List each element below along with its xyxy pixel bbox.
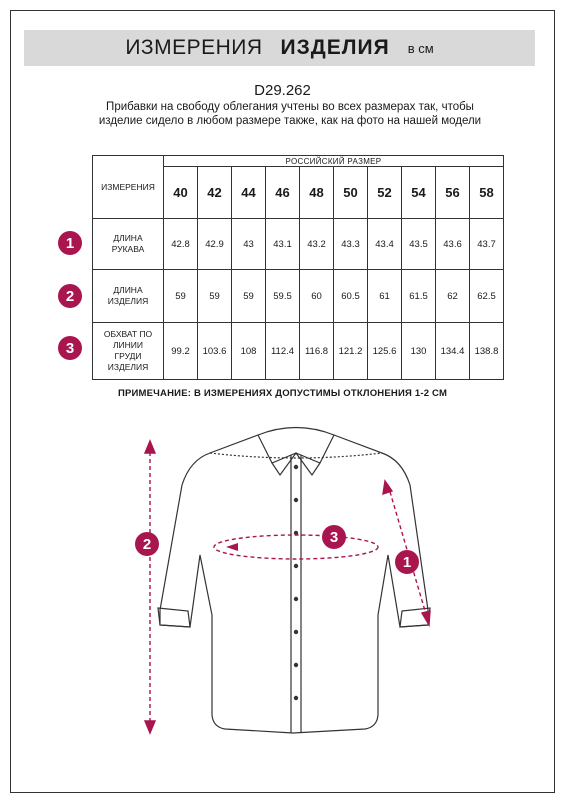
size-header: 42 (198, 167, 232, 219)
table-cell: 60 (300, 270, 334, 323)
russian-size-header: РОССИЙСКИЙ РАЗМЕР (164, 156, 504, 167)
row-badge-sleeve: 1 (58, 231, 82, 255)
fit-note: Прибавки на свободу облегания учтены во всех размерах так, чтобы изделие сидело в любом размере также, как на фото на нашей модели (98, 101, 482, 127)
row-label (93, 323, 164, 380)
row-label (93, 219, 164, 270)
table-cell: 43.2 (300, 219, 334, 270)
table-cell: 99.2 (164, 323, 198, 380)
header-title-bold: ИЗДЕЛИЯ (280, 36, 390, 59)
table-cell: 59.5 (266, 270, 300, 323)
table-cell: 59 (232, 270, 266, 323)
size-header: 48 (300, 167, 334, 219)
size-header: 56 (436, 167, 470, 219)
table-cell: 121.2 (334, 323, 368, 380)
table-cell: 61 (368, 270, 402, 323)
diagram-badge-chest: 3 (322, 525, 346, 549)
shirt-outline (158, 428, 430, 734)
diagram-badge-length: 2 (135, 532, 159, 556)
table-row (93, 323, 504, 380)
row-label (93, 270, 164, 323)
row-label-line: ДЛИНА (113, 285, 143, 295)
tolerance-note: ПРИМЕЧАНИЕ: В ИЗМЕРЕНИЯХ ДОПУСТИМЫ ОТКЛОНЕНИЯ 1-2 СМ (117, 388, 448, 399)
table-cell: 103.6 (198, 323, 232, 380)
size-header: 50 (334, 167, 368, 219)
table-cell: 116.8 (300, 323, 334, 380)
table-cell: 138.8 (470, 323, 504, 380)
product-code: D29.262 (254, 82, 311, 99)
table-cell: 42.9 (198, 219, 232, 270)
row-badge-chest: 3 (58, 336, 82, 360)
length-measure (145, 441, 155, 733)
size-header: 44 (232, 167, 266, 219)
header-title: ИЗМЕРЕНИЯ (125, 36, 263, 59)
table-cell: 112.4 (266, 323, 300, 380)
row-label-line: ИЗДЕЛИЯ (107, 362, 149, 372)
size-header: 54 (402, 167, 436, 219)
row-label-line: ГРУДИ (114, 351, 142, 361)
row-label-line: ЛИНИИ (112, 340, 144, 350)
size-header: 52 (368, 167, 402, 219)
measurements-header: ИЗМЕРЕНИЯ (93, 156, 164, 219)
header-bar (24, 30, 535, 66)
table-cell: 62.5 (470, 270, 504, 323)
diagram-badge-sleeve: 1 (395, 550, 419, 574)
row-label-line: РУКАВА (111, 244, 145, 254)
table-cell: 43.4 (368, 219, 402, 270)
table-cell: 43.6 (436, 219, 470, 270)
table-cell: 134.4 (436, 323, 470, 380)
row-badge-length: 2 (58, 284, 82, 308)
table-cell: 130 (402, 323, 436, 380)
table-cell: 59 (164, 270, 198, 323)
table-cell: 62 (436, 270, 470, 323)
size-table (92, 155, 504, 380)
table-cell: 42.8 (164, 219, 198, 270)
table-cell: 43.5 (402, 219, 436, 270)
table-cell: 43.1 (266, 219, 300, 270)
shirt-diagram (0, 415, 565, 795)
table-cell: 108 (232, 323, 266, 380)
table-cell: 43 (232, 219, 266, 270)
shirt-buttons (294, 465, 298, 700)
table-cell: 59 (198, 270, 232, 323)
table-cell: 60.5 (334, 270, 368, 323)
table-cell: 43.7 (470, 219, 504, 270)
size-header: 58 (470, 167, 504, 219)
table-cell: 125.6 (368, 323, 402, 380)
table-cell: 43.3 (334, 219, 368, 270)
table-row (93, 219, 504, 270)
chest-measure (214, 535, 378, 559)
table-row (93, 270, 504, 323)
row-label-line: ИЗДЕЛИЯ (107, 296, 149, 306)
size-header: 40 (164, 167, 198, 219)
header-unit: в см (407, 40, 434, 56)
row-label-line: ДЛИНА (113, 233, 143, 243)
row-label-line: ОБХВАТ ПО (103, 329, 153, 339)
table-cell: 61.5 (402, 270, 436, 323)
size-header: 46 (266, 167, 300, 219)
